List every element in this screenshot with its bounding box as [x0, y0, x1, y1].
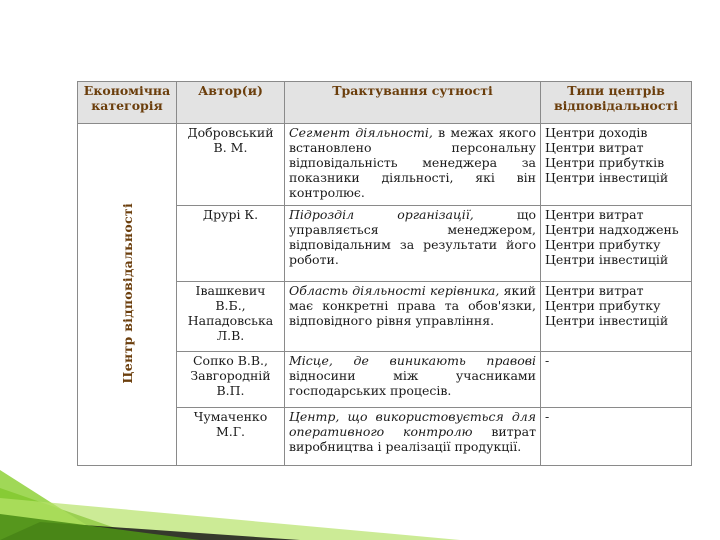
- types-cell: [541, 282, 692, 352]
- type-item: Центри інвестицій: [545, 252, 669, 267]
- types-cell: [541, 124, 692, 206]
- interpretation-term: Область діяльності керівника,: [289, 283, 500, 298]
- category-cell: [78, 124, 177, 466]
- interpretation-cell: [285, 282, 541, 352]
- header-interpretation: Трактування сутності: [285, 82, 541, 124]
- interpretation-cell: [285, 124, 541, 206]
- type-item: Центри прибутків: [545, 155, 665, 170]
- interpretation-text: що управляється менеджером, відповідальним за результати його роботи.: [289, 207, 536, 267]
- type-item: Центри надходжень: [545, 222, 679, 237]
- type-item: Центри прибутку: [545, 237, 661, 252]
- interpretation-cell: [285, 352, 541, 408]
- header-author: Автор(и): [177, 82, 285, 124]
- table-row: [78, 124, 692, 206]
- author-cell: Друрі К.: [177, 206, 285, 282]
- interpretation-term: Сегмент діяльності,: [289, 125, 433, 140]
- author-cell: Івашкевич В.Б., Нападовська Л.В.: [177, 282, 285, 352]
- responsibility-centers-table: [77, 81, 692, 466]
- type-item: Центри інвестицій: [545, 170, 669, 185]
- type-item: Центри витрат: [545, 207, 644, 222]
- author-cell: Сопко В.В., Завгородній В.П.: [177, 352, 285, 408]
- type-item: Центри витрат: [545, 140, 644, 155]
- header-types: Типи центрів відповідальності: [541, 82, 692, 124]
- corner-decoration: [0, 450, 460, 540]
- interpretation-text: витрат виробництва і реалізації продукції.: [289, 424, 536, 454]
- type-item: Центри доходів: [545, 125, 648, 140]
- interpretation-term: Центр, що використовується для оперативного контролю: [289, 409, 536, 439]
- type-item: -: [545, 353, 550, 368]
- interpretation-text: в межах якого встановлено персональну відповідальність менеджера за показники діяльності, які він контролює.: [289, 125, 536, 200]
- types-cell: [541, 352, 692, 408]
- author-cell: Добровський В. М.: [177, 124, 285, 206]
- interpretation-text: відносини між учасниками господарських процесів.: [289, 368, 536, 398]
- types-cell: [541, 408, 692, 466]
- category-label: Центр відповідальності: [119, 202, 135, 384]
- interpretation-text: який має конкретні права та обов'язки, відповідного рівня управління.: [289, 283, 537, 328]
- interpretation-cell: [285, 206, 541, 282]
- type-item: Центри витрат: [545, 283, 644, 298]
- interpretation-term: Підрозділ організації,: [289, 207, 474, 222]
- interpretation-term: Місце, де виникають правові: [289, 353, 536, 368]
- type-item: Центри інвестицій: [545, 313, 669, 328]
- type-item: Центри прибутку: [545, 298, 661, 313]
- table-header-row: [78, 82, 692, 124]
- types-cell: [541, 206, 692, 282]
- author-cell: Чумаченко М.Г.: [177, 408, 285, 466]
- header-category: Економічна категорія: [78, 82, 177, 124]
- type-item: -: [545, 409, 550, 424]
